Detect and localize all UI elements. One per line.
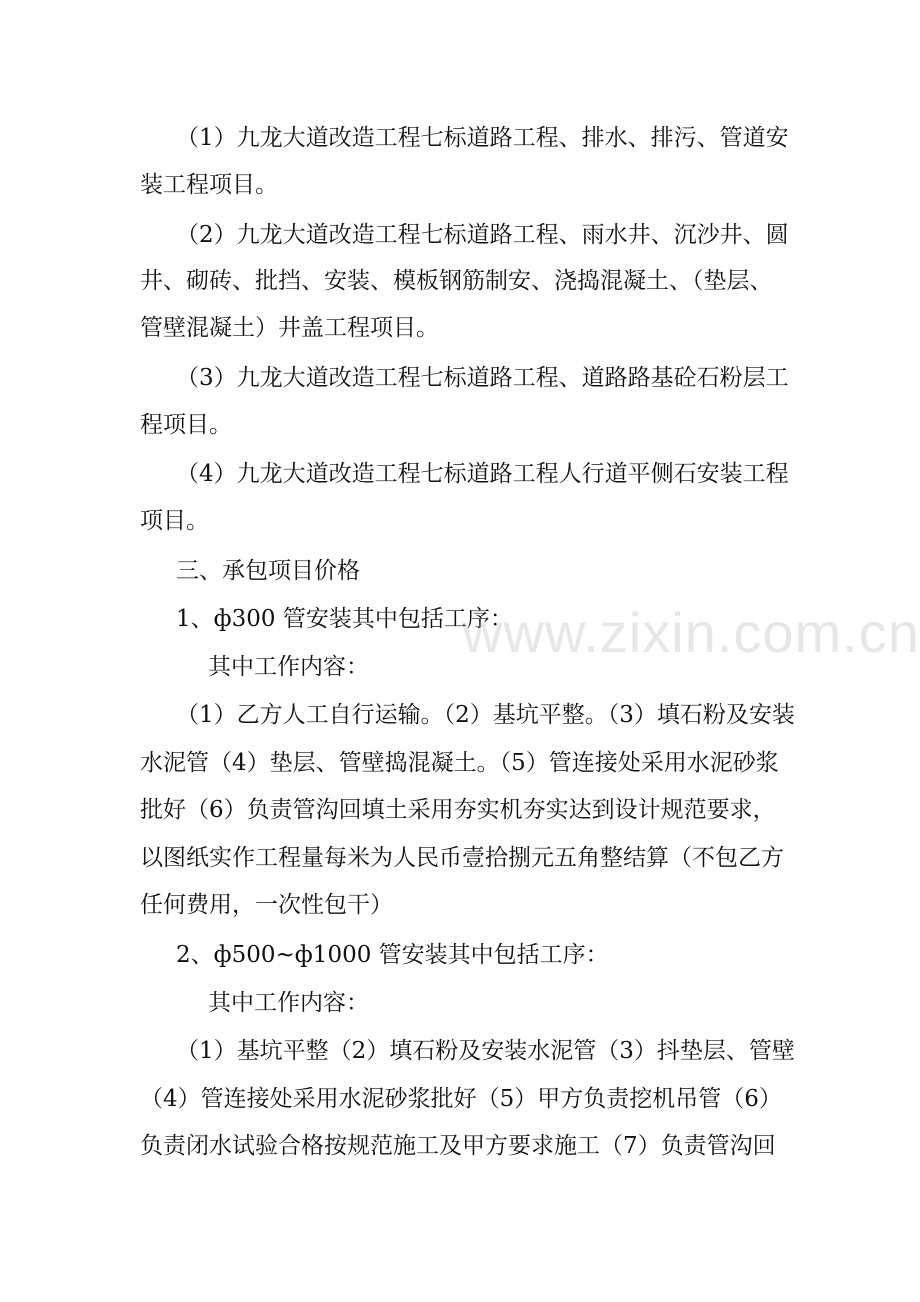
subsection-heading: 1、ф300 管安装其中包括工序： bbox=[176, 606, 513, 632]
watermark: www.zixin.com.cn bbox=[462, 601, 920, 664]
text-line: （4）九龙大道改造工程七标道路工程人行道平侧石安装工程 bbox=[176, 461, 789, 487]
section-heading: 三、承包项目价格 bbox=[176, 558, 360, 584]
text-line: （1）基坑平整（2）填石粉及安装水泥管（3）抖垫层、管壁 bbox=[176, 1038, 795, 1064]
text-line: 水泥管（4）垫层、管壁捣混凝土。（5）管连接处采用水泥砂浆 bbox=[140, 750, 779, 776]
text-line: 管壁混凝土）井盖工程项目。 bbox=[140, 315, 439, 341]
text-line: 井、砌砖、批挡、安装、模板钢筋制安、浇捣混凝土、（垫层、 bbox=[140, 268, 773, 294]
text-line: 负责闭水试验合格按规范施工及甲方要求施工（7）负责管沟回 bbox=[140, 1133, 776, 1159]
text-line: 以图纸实作工程量每米为人民币壹拾捌元五角整结算（不包乙方 bbox=[140, 845, 784, 871]
text-line: 装工程项目。 bbox=[140, 172, 278, 198]
subsection-heading: 2、ф500~ф1000 管安装其中包括工序： bbox=[176, 942, 609, 968]
text-line: 批好（6）负责管沟回填土采用夯实机夯实达到设计规范要求， bbox=[140, 797, 776, 823]
text-line: （4）管连接处采用水泥砂浆批好（5）甲方负责挖机吊管（6） bbox=[140, 1086, 782, 1112]
text-line: 项目。 bbox=[140, 508, 209, 534]
text-line: 任何费用，一次性包干） bbox=[140, 892, 393, 918]
text-line: 其中工作内容： bbox=[208, 654, 369, 680]
text-line: 程项目。 bbox=[140, 412, 232, 438]
text-line: （1）九龙大道改造工程七标道路工程、排水、排污、管道安 bbox=[176, 125, 789, 151]
text-line: （3）九龙大道改造工程七标道路工程、道路路基砼石粉层工 bbox=[176, 365, 789, 391]
text-line: 其中工作内容： bbox=[208, 990, 369, 1016]
text-line: （1）乙方人工自行运输。（2）基坑平整。（3）填石粉及安装 bbox=[176, 702, 795, 728]
text-line: （2）九龙大道改造工程七标道路工程、雨水井、沉沙井、圆 bbox=[176, 222, 789, 248]
